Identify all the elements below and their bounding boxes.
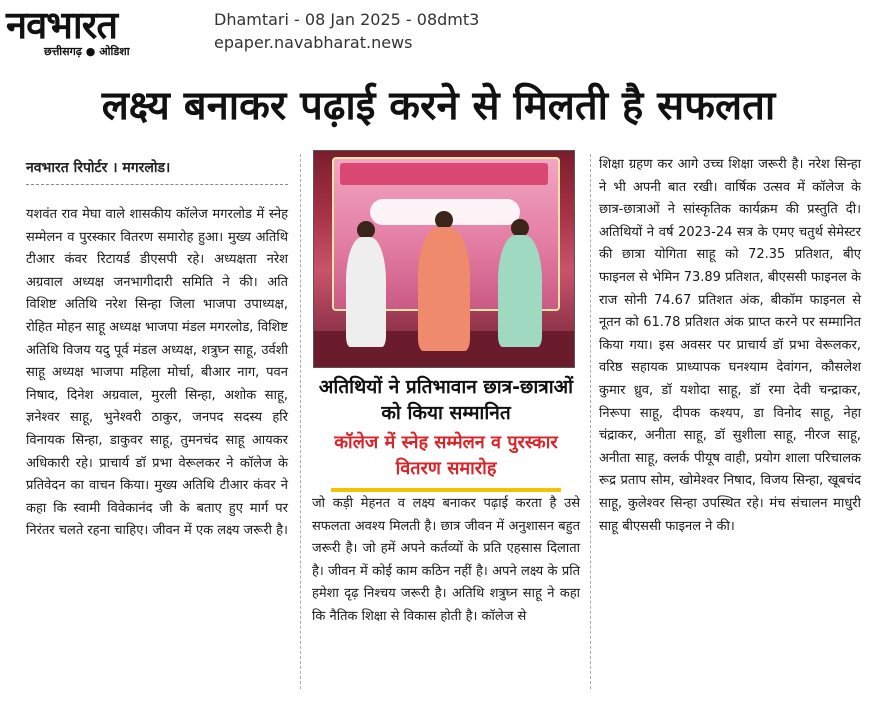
edition-info: Dhamtari - 08 Jan 2025 - 08dmt3 bbox=[214, 10, 480, 29]
masthead bbox=[0, 0, 877, 62]
article-column-3 bbox=[599, 154, 861, 538]
logo-text: नवभारत bbox=[6, 3, 117, 47]
column-1-text: यशवंत राव मेघा वाले शासकीय कॉलेज मगरलोड में स्नेह सम्मेलन व पुरस्कार वितरण समारोह हुआ। मुख्य अतिथि टीआर कंवर रिटायर्ड डीएसपी रहे। अध्यक्षता नरेश अग्रवाल अध्यक्ष जनभागीदारी समिति ने की। अति विशिष्ट अतिथि नरेश सिन्हा जिला भाजपा उपाध्यक्ष, रोहित मोहन साहू अध्यक्ष भाजपा मंडल मगरलोड, विशिष्ट अतिथि विजय यदु पूर्व मंडल अध्यक्ष, शत्रुघ्न साहू, उर्वशी साहू अध्यक्ष भाजपा महिला मोर्चा, बीआर नाग, पवन निषाद, दिनेश अग्रवाल, मुरली सिन्हा, अशोक साहू, ज्ञनेश्वर साहू, भुनेश्वरी ठाकुर, जनपद सदस्य हरि विनायक सिन्हा, डाकुवर साहू, तुमनचंद साहू आयकर अधिकारी रहे। प्राचार्य डॉ प्रभा वेरूलकर ने कॉलेज के प्रतिवेदन का वाचन किया। मुख्य अतिथि टीआर कंवर ने कहा कि स्वामी विवेकानंद जी के बताए हुए मार्ग पर निरंतर चलते रहना चाहिए। जीवन में एक लक्ष्य जरूरी है। bbox=[26, 207, 288, 539]
dancer-figure bbox=[498, 235, 542, 347]
site-url: epaper.navabharat.news bbox=[214, 33, 413, 52]
caption-underline bbox=[331, 488, 561, 492]
banner-header-strip bbox=[340, 163, 548, 185]
logo-subtitle: छत्तीसगढ़ ● ओडिशा bbox=[44, 45, 130, 58]
article-column-2 bbox=[312, 493, 580, 629]
newspaper-logo bbox=[4, 2, 200, 60]
dancer-figure bbox=[346, 237, 386, 347]
column-divider bbox=[590, 154, 591, 689]
caption-primary: अतिथियों ने प्रतिभावान छात्र-छात्राओं को किया सम्मानित bbox=[318, 376, 574, 424]
article-headline: लक्ष्य बनाकर पढ़ाई करने से मिलती है सफलता bbox=[101, 83, 776, 129]
caption-secondary: कॉलेज में स्नेह सम्मेलन व पुरस्कार वितरण समारोह bbox=[334, 432, 558, 479]
dancer-figure bbox=[418, 227, 470, 351]
column-2-text: जो कड़ी मेहनत व लक्ष्य बनाकर पढ़ाई करता है उसे सफलता अवश्य मिलती है। छात्र जीवन में अनुशासन बहुत जरूरी है। जो हमें अपने कर्तव्यों के प्रति एहसास दिलाता है। जीवन में कोई काम कठिन नहीं है। अपने लक्ष्य के प्रति हमेशा दृढ़ निश्चय जरूरी है। अतिथि शत्रुघ्न साहू ने कहा कि नैतिक शिक्षा से विकास होती है। कॉलेज से bbox=[312, 496, 580, 624]
article-byline: नवभारत रिपोर्टर । मगरलोड। bbox=[26, 158, 288, 185]
column-3-text: शिक्षा ग्रहण कर आगे उच्च शिक्षा जरूरी है। नरेश सिन्हा ने भी अपनी बात रखी। वार्षिक उत्सव में कॉलेज के छात्र-छात्राओं ने सांस्कृतिक कार्यक्रम की प्रस्तुति दी। अतिथियों ने वर्ष 2023-24 सत्र के एमए चतुर्थ सेमेस्टर की छात्रा योगिता साहू को 72.35 प्रतिशत, बीए फाइनल से भेमिन 73.89 प्रतिशत, बीएससी फाइनल के राज सोनी 74.67 प्रतिशत अंक, बीकॉम फाइनल से नूतन को 61.78 प्रतिशत अंक प्राप्त करने पर सम्मानित किया गया। इस अवसर पर प्राचार्य डॉ प्रभा वेरूलकर, वरिष्ठ सहायक प्राध्यापक घनश्याम देवांगन, कौसलेश कुमार ध्रुव, डॉ यशोदा साहू, डॉ रमा देवी चन्द्राकर, निरूपा साहू, दीपक कश्यप, डा विनोद साहू, नेहा चंद्राकर, अनीता साहू, डॉ सुशीला साहू, नीरज साहू, अनीता साहू, क्लर्क पीयूष वाही, प्रयोग शाला परिचालक रूद्र प्रताप सोम, खोमेश्वर निषाद, विजय सिन्हा, खूबचंद साहू, कुलेश्वर सिन्हा उपस्थित रहे। मंच संचालन माधुरी साहू बीएससी फाइनल ने की। bbox=[599, 157, 861, 534]
article-photo bbox=[313, 150, 575, 368]
article-column-1 bbox=[26, 204, 288, 543]
column-divider bbox=[300, 154, 301, 689]
photo-caption bbox=[312, 370, 580, 488]
